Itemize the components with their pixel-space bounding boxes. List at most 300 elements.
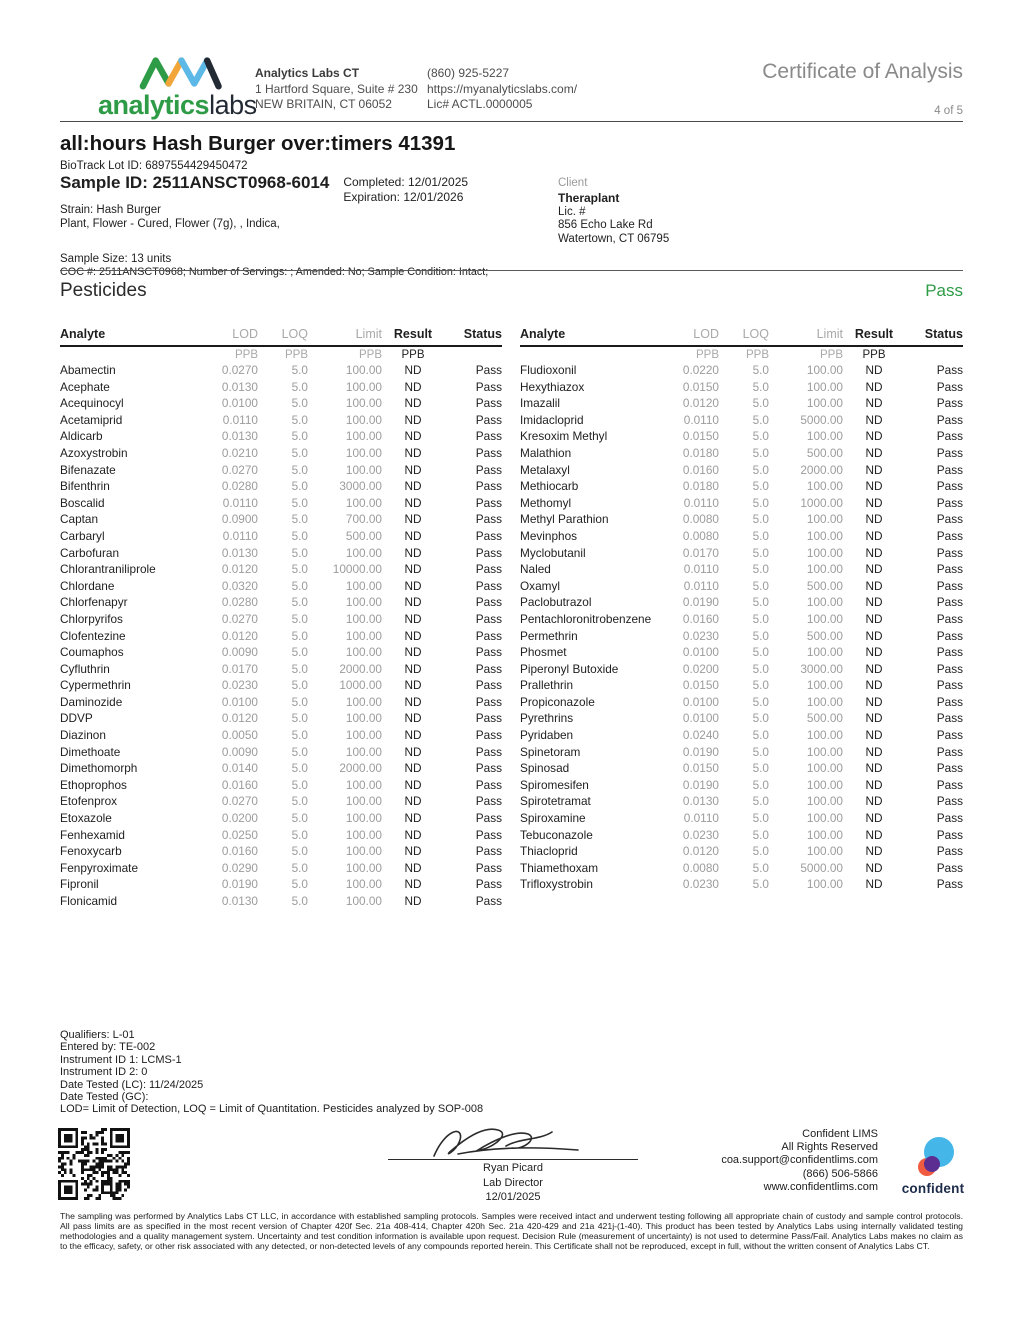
lod-value: 0.0160 [682,462,719,477]
units-spacer [60,349,194,361]
result-value: ND [404,628,422,643]
limit-value: 100.00 [345,728,382,743]
result-value: ND [404,396,422,411]
result-value: ND [404,462,422,477]
sample-meta [60,132,963,278]
loq-value: 5.0 [752,827,769,842]
lod-value: 0.0130 [682,794,719,809]
analyte-name: Imidacloprid [520,412,584,427]
pesticide-row [520,677,963,694]
qualifiers-block [60,1029,483,1116]
limit-value: 100.00 [345,777,382,792]
result-value: ND [404,728,422,743]
lod-value: 0.0150 [682,429,719,444]
loq-value: 5.0 [291,545,308,560]
analyte-name: Fenpyroximate [60,860,139,875]
pesticide-row [60,694,502,711]
lod-value: 0.0280 [221,595,258,610]
pesticide-row [60,810,502,827]
result-value: ND [404,363,422,377]
loq-value: 5.0 [752,694,769,709]
loq-value: 5.0 [291,811,308,826]
loq-value: 5.0 [752,711,769,726]
loq-value: 5.0 [752,429,769,444]
analyte-name: Kresoxim Methyl [520,429,608,444]
loq-value: 5.0 [752,611,769,626]
pesticide-row [520,511,963,528]
qualifier-line: Qualifiers: L-01 [60,1029,135,1041]
status-value: Pass [475,412,502,427]
status-value: Pass [475,528,502,543]
analyte-name: Hexythiazox [520,379,585,394]
qualifier-line: LOD= Limit of Detection, LOQ = Limit of Quantitation. Pesticides analyzed by SOP-008 [60,1103,484,1116]
loq-value: 5.0 [752,678,769,693]
lod-value: 0.0180 [682,479,719,494]
limit-value: 100.00 [345,595,382,610]
confident-logo-text: confident [901,1181,965,1196]
expiration-date: Expiration: 12/01/2026 [343,189,464,204]
analyte-name: Permethrin [520,628,578,643]
analyte-name: Aldicarb [60,429,103,444]
pesticide-row [520,611,963,628]
status-value: Pass [475,445,502,460]
limit-value: 100.00 [345,363,382,377]
col-result: Result [393,327,433,341]
lod-value: 0.0080 [682,860,719,875]
confident-logo [894,1134,972,1196]
col-analyte: Analyte [520,327,566,341]
limit-value: 3000.00 [800,661,843,676]
loq-value: 5.0 [291,711,308,726]
result-value: ND [404,661,422,676]
analyte-name: Trifloxystrobin [520,877,593,892]
loq-value: 5.0 [291,827,308,842]
result-value: ND [865,479,883,494]
lod-value: 0.0120 [221,562,258,577]
loq-value: 5.0 [291,744,308,759]
logo-word-analytics: analytics [98,90,210,120]
signature-block [388,1120,638,1204]
lod-value: 0.0110 [683,412,719,427]
analyte-name: Tebuconazole [520,827,593,842]
table-units-row [520,347,963,362]
analyte-name: Spirotetramat [520,794,591,809]
pesticide-row [60,445,502,462]
status-value: Pass [475,645,502,660]
lod-value: 0.0100 [682,694,719,709]
loq-value: 5.0 [291,860,308,875]
confident-circles-icon [905,1134,961,1178]
limit-value: 100.00 [345,412,382,427]
limit-value: 100.00 [806,794,843,809]
pesticide-row [60,495,502,512]
loq-value: 5.0 [752,495,769,510]
lod-value: 0.0100 [221,694,258,709]
result-value: ND [404,562,422,577]
result-value: ND [865,678,883,693]
loq-value: 5.0 [291,694,308,709]
analyte-name: Methiocarb [520,479,579,494]
lod-value: 0.0110 [222,528,258,543]
document-title: Certificate of Analysis [762,60,963,83]
limit-value: 100.00 [806,645,843,660]
units-spacer [444,349,502,361]
table-units-row [60,347,502,362]
legal-disclaimer: The sampling was performed by Analytics Labs CT LLC, in accordance with established sampling protocols. Samples were received intact and underwent testing following all appropriate chain of custody and sample control protocols. All pass limits are as specified in the most recent version of Chapter 420f Sec. 21a 408-414, Chapter 420h Sec. 21a 420-429 and 21a 421j-(1-40). This product has been tested by Analytics Labs using internally validated testing methodologies and a quality management system. Uncertainty and test condition information is available upon request. Decision Rule (measurement of uncertainty) is not used to determine Pass/Fail. Analytics Labs makes no claim as to the efficacy, safety, or other risk associated with any detected, or non-detected levels of any compounds reported herein. This Certificate shall not be reproduced, except in full, without the written consent of Analytics Labs CT. [60,1211,963,1251]
limit-value: 100.00 [345,462,382,477]
loq-value: 5.0 [291,595,308,610]
signatory-name: Ryan Picard [483,1162,543,1174]
status-value: Pass [936,528,963,543]
result-value: ND [404,761,422,776]
result-value: ND [865,860,883,875]
result-value: ND [404,528,422,543]
status-value: Pass [475,794,502,809]
pesticide-row [520,843,963,860]
pesticide-row [520,362,963,379]
pesticide-row [60,578,502,595]
lims-credit-line: Confident LIMS [802,1128,878,1140]
lod-value: 0.0100 [221,396,258,411]
pesticide-row [60,545,502,562]
status-value: Pass [475,894,502,908]
analyte-name: Abamectin [60,363,116,377]
limit-value: 100.00 [345,877,382,892]
loq-value: 5.0 [291,363,308,377]
analyte-name: Paclobutrazol [520,595,592,610]
result-value: ND [404,595,422,610]
status-value: Pass [936,728,963,743]
status-value: Pass [936,777,963,792]
limit-value: 100.00 [806,694,843,709]
status-value: Pass [475,728,502,743]
analyte-name: Thiamethoxam [520,860,599,875]
pesticide-row [60,528,502,545]
lod-value: 0.0160 [221,777,258,792]
col-analyte: Analyte [60,327,106,341]
sample-matrix: Plant, Flower - Cured, Flower (7g), , Indica, [60,217,280,230]
result-value: ND [404,844,422,859]
pesticide-row [60,727,502,744]
status-value: Pass [475,628,502,643]
analyte-name: Pyridaben [520,728,574,743]
loq-value: 5.0 [752,877,769,892]
result-value: ND [404,711,422,726]
result-value: ND [865,412,883,427]
pesticide-row [60,395,502,412]
lod-value: 0.0250 [221,827,258,842]
result-value: ND [404,479,422,494]
status-value: Pass [475,844,502,859]
pesticide-row [520,379,963,396]
pesticide-row [520,545,963,562]
limit-value: 100.00 [345,811,382,826]
status-value: Pass [475,694,502,709]
limit-value: 2000.00 [339,661,382,676]
pesticide-row [520,727,963,744]
qualifier-line: Instrument ID 2: 0 [60,1066,148,1079]
result-value: ND [404,744,422,759]
lod-value: 0.0190 [682,744,719,759]
result-value: ND [865,794,883,809]
result-value: ND [865,396,883,411]
lod-value: 0.0230 [221,678,258,693]
limit-value: 5000.00 [800,860,843,875]
pesticide-row [520,628,963,645]
loq-value: 5.0 [291,379,308,394]
pesticide-row [520,876,963,893]
client-label: Client [558,177,588,189]
lod-value: 0.0190 [221,877,258,892]
status-value: Pass [475,877,502,892]
limit-value: 100.00 [345,545,382,560]
header-divider [60,121,963,122]
status-value: Pass [936,396,963,411]
result-value: ND [404,512,422,527]
col-result: Result [854,327,894,341]
result-value: ND [865,844,883,859]
loq-value: 5.0 [291,628,308,643]
table-body-right [520,362,963,893]
loq-value: 5.0 [752,645,769,660]
signatory-title: Lab Director [483,1176,543,1189]
status-value: Pass [936,578,963,593]
result-value: ND [865,711,883,726]
limit-value: 100.00 [806,479,843,494]
status-value: Pass [936,860,963,875]
limit-value: 2000.00 [339,761,382,776]
analyte-name: Phosmet [520,645,567,660]
pesticide-row [60,561,502,578]
result-value: ND [865,744,883,759]
status-value: Pass [936,429,963,444]
status-value: Pass [475,363,502,377]
status-value: Pass [936,412,963,427]
loq-value: 5.0 [291,562,308,577]
result-value: ND [865,379,883,394]
analyte-name: Bifenazate [60,462,116,477]
lod-value: 0.0110 [683,578,719,593]
result-value: ND [865,761,883,776]
pesticide-row [60,793,502,810]
lod-value: 0.0110 [683,495,719,510]
status-value: Pass [475,595,502,610]
status-value: Pass [475,860,502,875]
result-value: ND [404,545,422,560]
result-value: ND [404,894,422,908]
status-value: Pass [936,877,963,892]
loq-value: 5.0 [291,777,308,792]
lod-value: 0.0190 [682,777,719,792]
loq-value: 5.0 [291,479,308,494]
lod-value: 0.0240 [682,728,719,743]
analyte-name: Dimethomorph [60,761,138,776]
result-value: ND [404,877,422,892]
result-value: ND [865,363,883,377]
lab-address-block [255,66,418,113]
pesticide-row [520,428,963,445]
analyte-name: Fludioxonil [520,363,577,377]
loq-value: 5.0 [752,860,769,875]
result-value: ND [404,611,422,626]
status-value: Pass [936,694,963,709]
limit-value: 100.00 [806,744,843,759]
status-value: Pass [475,396,502,411]
result-value: ND [865,611,883,626]
sample-id: Sample ID: 2511ANSCT0968-6014 [60,173,330,192]
limit-value: 100.00 [345,744,382,759]
lod-value: 0.0270 [221,462,258,477]
status-value: Pass [936,379,963,394]
pesticide-row [60,428,502,445]
limit-value: 100.00 [806,678,843,693]
signature-line [388,1159,638,1160]
limit-value: 500.00 [806,628,843,643]
pesticide-row [60,412,502,429]
lod-value: 0.0140 [221,761,258,776]
result-value: ND [865,429,883,444]
analyte-name: Boscalid [60,495,105,510]
loq-value: 5.0 [291,761,308,776]
pesticide-row [520,777,963,794]
limit-value: 100.00 [806,777,843,792]
status-value: Pass [936,811,963,826]
analyte-name: Acephate [60,379,110,394]
loq-value: 5.0 [752,844,769,859]
lod-value: 0.0280 [221,479,258,494]
lod-value: 0.0160 [221,844,258,859]
qualifier-line: Entered by: TE-002 [60,1041,156,1054]
status-value: Pass [936,611,963,626]
analyte-name: Oxamyl [520,578,560,593]
analyte-name: Naled [520,562,551,577]
pesticide-row [520,793,963,810]
loq-value: 5.0 [291,528,308,543]
analyte-name: Imazalil [520,396,560,411]
pesticide-row [520,860,963,877]
status-value: Pass [936,363,963,377]
qualifier-line: Date Tested (LC): 11/24/2025 [60,1078,204,1091]
loq-value: 5.0 [291,678,308,693]
result-value: ND [404,827,422,842]
result-value: ND [404,412,422,427]
section-title: Pesticides [60,280,147,301]
lab-contact-block [427,66,577,113]
limit-value: 100.00 [345,379,382,394]
result-value: ND [865,628,883,643]
col-lod: LOD [693,327,719,341]
status-value: Pass [475,661,502,676]
pesticide-row [520,594,963,611]
biotrack-lot-id: BioTrack Lot ID: 6897554429450472 [60,160,248,172]
lod-value: 0.0080 [682,528,719,543]
limit-value: 100.00 [345,611,382,626]
lod-value: 0.0270 [221,363,258,377]
loq-value: 5.0 [291,412,308,427]
col-loq: LOQ [281,327,308,341]
lab-name: Analytics Labs CT [255,66,360,80]
pesticide-row [60,478,502,495]
status-value: Pass [475,711,502,726]
loq-value: 5.0 [752,728,769,743]
limit-value: 100.00 [345,628,382,643]
analyte-name: Pentachloronitrobenzene [520,611,652,626]
analyte-name: Fenoxycarb [60,844,122,859]
units-limit: PPB [819,349,843,361]
limit-value: 100.00 [345,578,382,593]
limit-value: 5000.00 [800,412,843,427]
pesticide-row [520,661,963,678]
result-value: ND [865,728,883,743]
analyte-name: Cypermethrin [60,678,131,693]
analyte-name: Acetamiprid [60,412,123,427]
coc-line: COC #: 2511ANSCT0968; Number of Servings: ; Amended: No; Sample Condition: Intact; [60,266,489,278]
client-block [558,177,669,247]
limit-value: 100.00 [345,429,382,444]
status-value: Pass [475,777,502,792]
analyte-name: Metalaxyl [520,462,570,477]
limit-value: 500.00 [345,528,382,543]
result-value: ND [865,495,883,510]
lod-value: 0.0150 [682,678,719,693]
lod-value: 0.0230 [682,628,719,643]
pesticide-row [60,462,502,479]
analyte-name: Chlorfenapyr [60,595,128,610]
status-value: Pass [936,794,963,809]
result-value: ND [404,694,422,709]
limit-value: 100.00 [345,860,382,875]
loq-value: 5.0 [291,445,308,460]
pesticide-row [520,644,963,661]
units-lod: PPB [234,349,258,361]
lod-value: 0.0050 [221,728,258,743]
limit-value: 100.00 [806,379,843,394]
pesticide-row [60,744,502,761]
units-loq: PPB [745,349,769,361]
pesticide-row [60,777,502,794]
analyte-name: Spinosad [520,761,570,776]
loq-value: 5.0 [752,761,769,776]
pesticide-row [520,710,963,727]
col-limit: Limit [355,327,382,341]
pesticide-row [60,511,502,528]
page-number: 4 of 5 [934,105,963,117]
limit-value: 100.00 [806,528,843,543]
limit-value: 500.00 [806,578,843,593]
qualifier-line: Instrument ID 1: LCMS-1 [60,1053,182,1066]
limit-value: 100.00 [345,844,382,859]
result-value: ND [404,445,422,460]
pesticide-row [60,594,502,611]
loq-value: 5.0 [752,379,769,394]
limit-value: 500.00 [806,445,843,460]
status-value: Pass [475,512,502,527]
lod-value: 0.0190 [682,595,719,610]
limit-value: 100.00 [806,728,843,743]
lod-value: 0.0220 [682,363,719,377]
pesticide-row [60,611,502,628]
result-value: ND [404,794,422,809]
analyte-name: Fipronil [60,877,99,892]
lab-phone: (860) 925-5227 [427,66,510,80]
analyte-name: Prallethrin [520,678,574,693]
product-title: all:hours Hash Burger over:timers 41391 [60,132,456,155]
loq-value: 5.0 [291,611,308,626]
lod-value: 0.0120 [221,628,258,643]
analyte-name: Bifenthrin [60,479,110,494]
lod-value: 0.0150 [682,761,719,776]
limit-value: 1000.00 [339,678,382,693]
